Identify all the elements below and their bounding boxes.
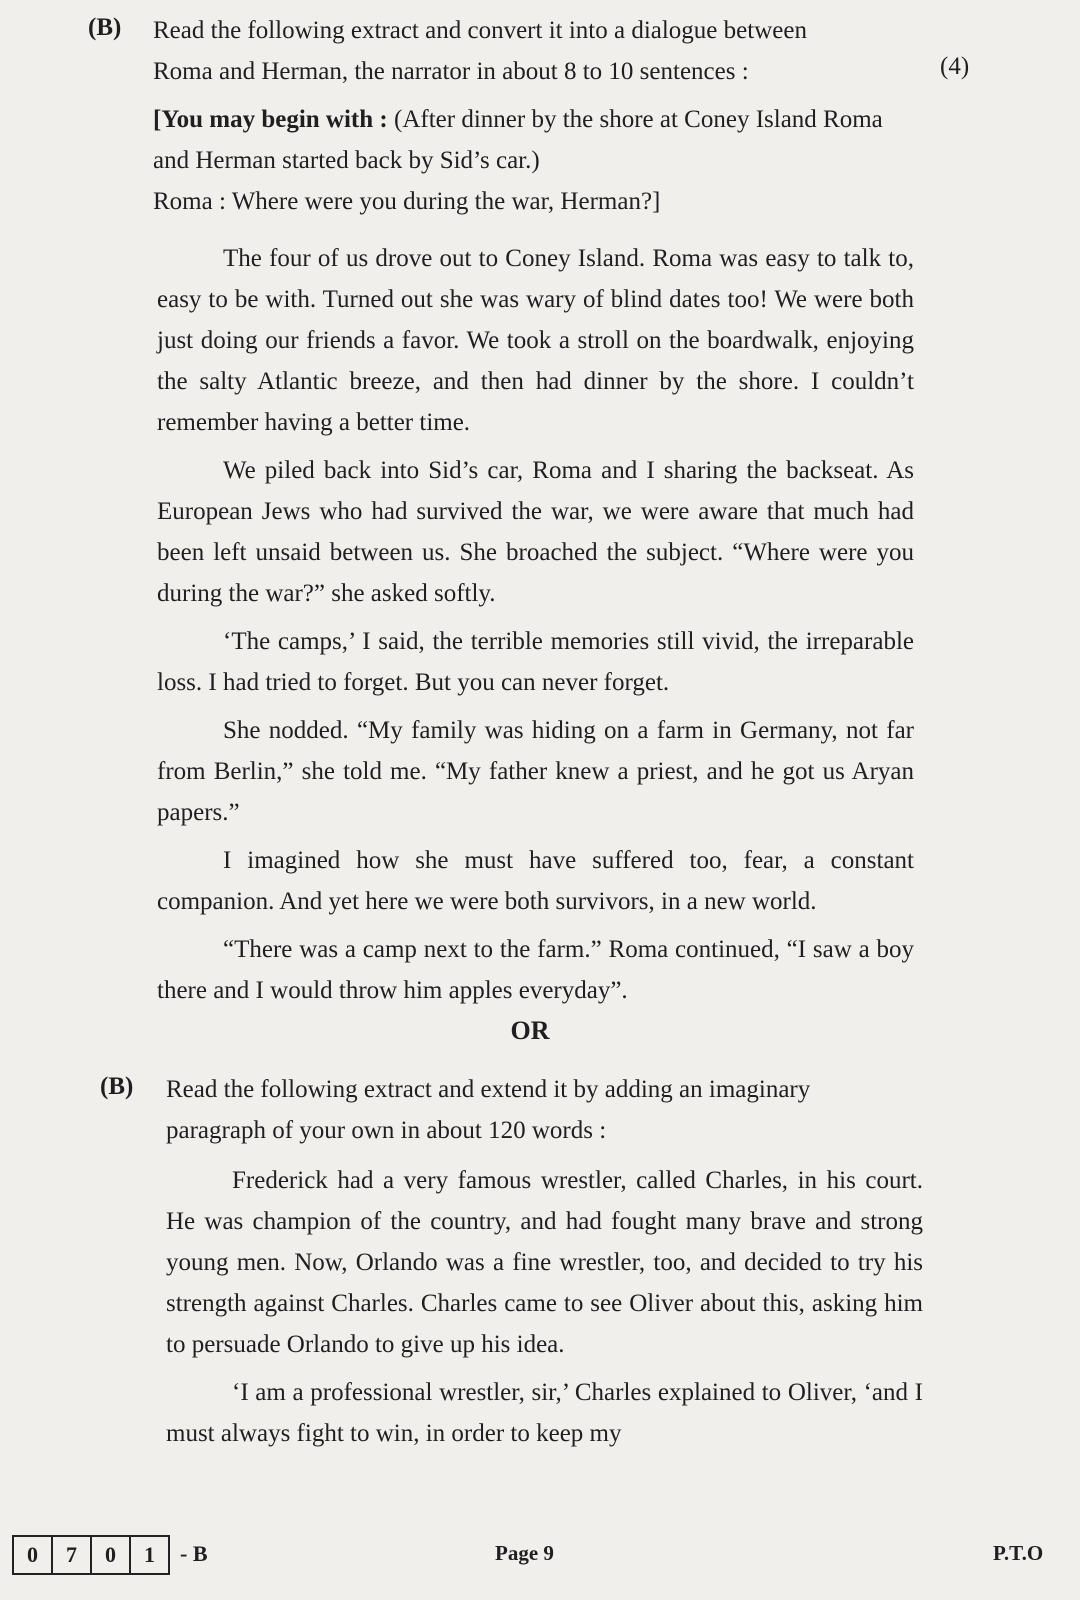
instruction-line-2: Roma and Herman, the narrator in about 8 to 10 sentences :: [153, 58, 749, 85]
extract-one: [157, 238, 914, 1011]
instruction-dialogue: [153, 10, 913, 92]
code-digit: 0: [12, 1535, 53, 1575]
code-digit: 0: [90, 1535, 131, 1575]
or-divider: OR: [510, 1016, 550, 1045]
instruction-extend: Read the following extract and extend it by adding an imaginary paragraph of your own in about 120 words :: [166, 1076, 811, 1144]
page-number: Page 9: [495, 1541, 554, 1565]
extract-paragraph: We piled back into Sid’s car, Roma and I sharing the backseat. As European Jews who had survived the war, we were aware that much had been left unsaid between us. She broached the subject. “Where were you during the war?” she asked softly.: [157, 457, 914, 607]
extract-paragraph: The four of us drove out to Coney Island. Roma was easy to talk to, easy to be with. Turned out she was wary of blind dates too! We were both just doing our friends a favor. We took a stroll on the boardwalk, enjoying the salty Atlantic breeze, and then had dinner by the shore. I couldn’t remember having a better time.: [157, 245, 914, 436]
instruction-line-1: Read the following extract and convert it into a dialogue between: [153, 17, 807, 44]
extract-paragraph: Frederick had a very famous wrestler, called Charles, in his court. He was champion of the country, and had fought many brave and strong young men. Now, Orlando was a fine wrestler, too, and decided to try his strength against Charles. Charles came to see Oliver about this, asking him to persuade Orlando to give up his idea.: [166, 1167, 923, 1358]
extract-paragraph: ‘The camps,’ I said, the terrible memories still vivid, the irreparable loss. I had tried to forget. But you can never forget.: [157, 628, 914, 696]
begin-with-text: (After dinner by the shore at Coney Island Roma and Herman started back by Sid’s car.): [153, 106, 883, 174]
question-label-b-first: (B): [88, 14, 122, 41]
extract-paragraph: I imagined how she must have suffered too, fear, a constant companion. And yet here we were both survivors, in a new world.: [157, 847, 914, 915]
extract-paragraph: “There was a camp next to the farm.” Roma continued, “I saw a boy there and I would throw him apples everyday”.: [157, 936, 914, 1004]
marks: (4): [940, 53, 970, 80]
begin-with-bold: [You may begin with :: [153, 106, 388, 133]
extract-two: [166, 1160, 923, 1454]
page-footer: [0, 1535, 1080, 1579]
code-digit: 7: [51, 1535, 92, 1575]
question-label-b-second: (B): [100, 1073, 134, 1100]
extract-paragraph: ‘I am a professional wrestler, sir,’ Charles explained to Oliver, ‘and I must always fight to win, in order to keep my: [166, 1379, 923, 1447]
paper-code-suffix: - B: [180, 1541, 208, 1566]
code-digit: 1: [129, 1535, 170, 1575]
pto-label: P.T.O: [993, 1541, 1044, 1565]
begin-with-roma-line: Roma : Where were you during the war, Herman?]: [153, 188, 661, 215]
extract-paragraph: She nodded. “My family was hiding on a farm in Germany, not far from Berlin,” she told me. “My father knew a priest, and he got us Aryan papers.”: [157, 717, 914, 826]
begin-with-hint: [153, 99, 913, 222]
paper-code-boxes: [12, 1535, 168, 1575]
